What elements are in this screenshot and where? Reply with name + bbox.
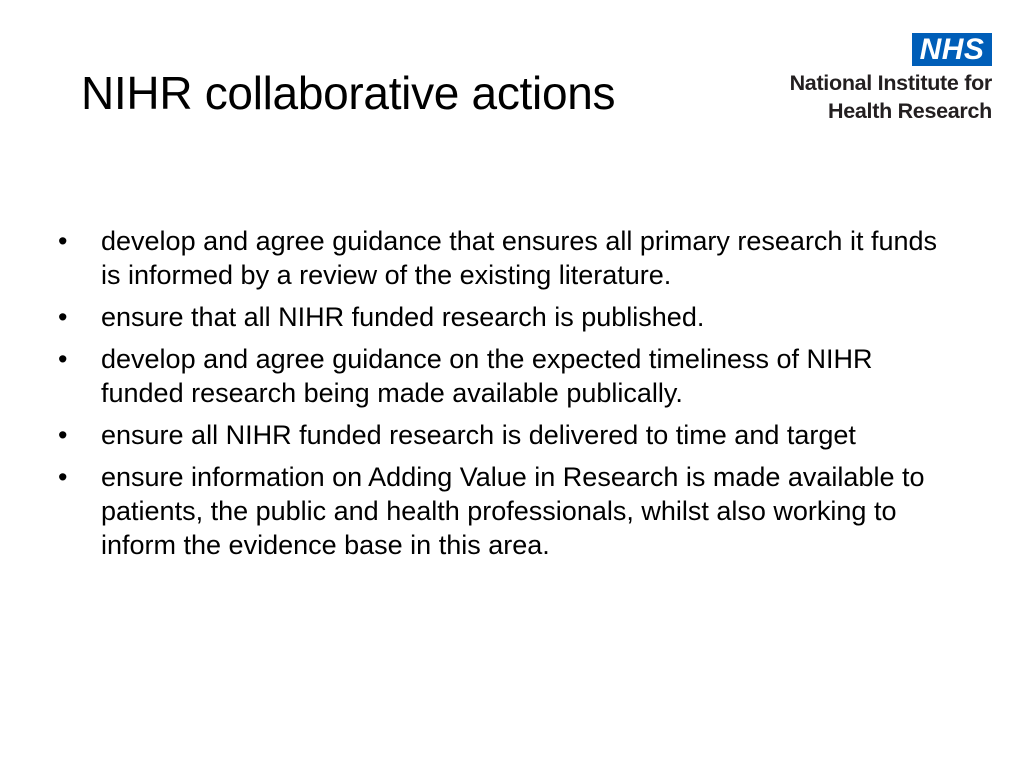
bullet-text: develop and agree guidance on the expected timeliness of NIHR funded research being made available publically. [101, 344, 873, 408]
bullet-icon: • [58, 302, 68, 332]
bullet-list [58, 224, 958, 570]
bullet-item [58, 300, 958, 334]
bullet-text: ensure all NIHR funded research is delivered to time and target [101, 420, 856, 450]
bullet-item [58, 224, 958, 292]
organisation-name-line-1: National Institute for [789, 71, 992, 95]
bullet-item [58, 418, 958, 452]
slide-title: NIHR collaborative actions [81, 67, 616, 119]
bullet-icon: • [58, 226, 68, 256]
organisation-name [790, 69, 992, 125]
nhs-badge-text: NHS [919, 32, 985, 66]
nihr-logo [722, 33, 992, 129]
bullet-icon: • [58, 344, 68, 374]
bullet-item [58, 342, 958, 410]
bullet-icon: • [58, 420, 68, 450]
bullet-text: ensure that all NIHR funded research is published. [101, 302, 705, 332]
nhs-badge [912, 33, 992, 66]
bullet-item [58, 460, 958, 562]
organisation-name-line-2: Health Research [828, 99, 992, 123]
bullet-text: develop and agree guidance that ensures all primary research it funds is informed by a review of the existing literature. [101, 226, 937, 290]
bullet-text: ensure information on Adding Value in Research is made available to patients, the public and health professionals, whilst also working to inform the evidence base in this area. [101, 462, 925, 560]
bullet-icon: • [58, 462, 68, 492]
